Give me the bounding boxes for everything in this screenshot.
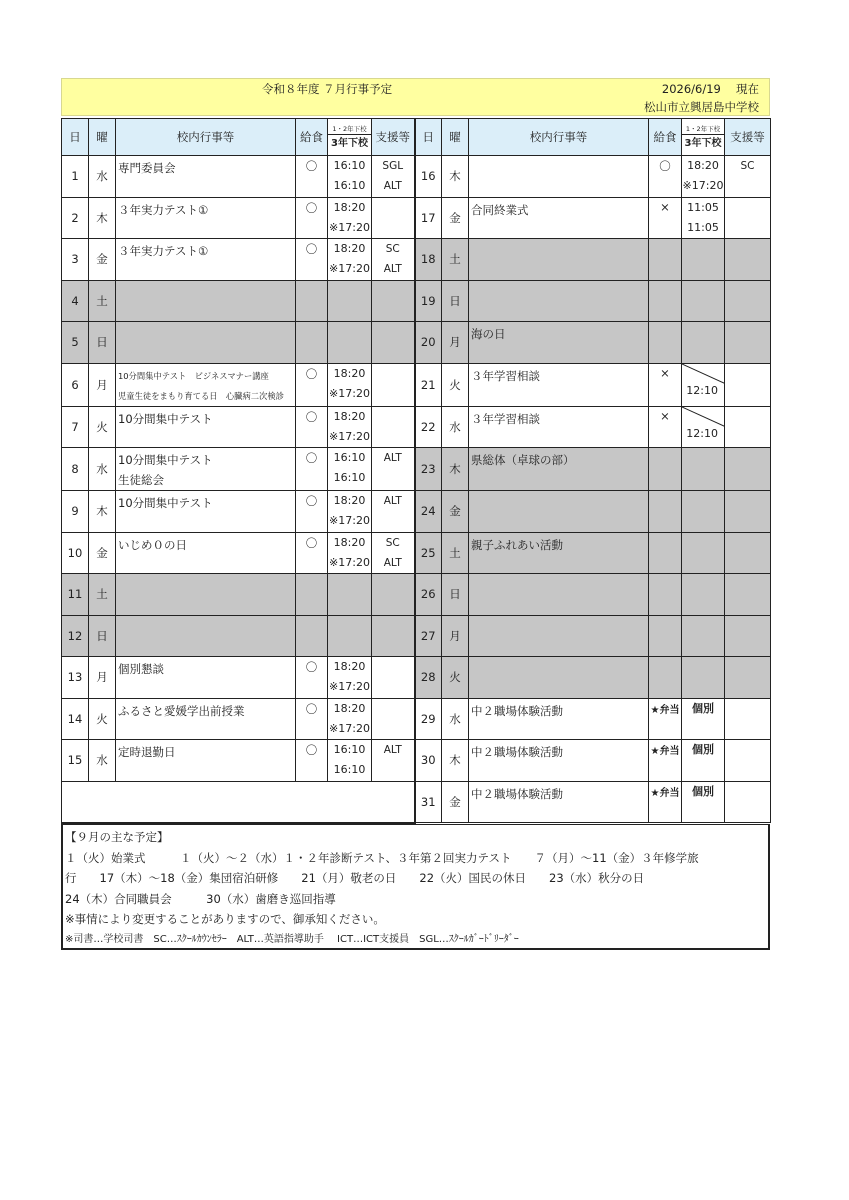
support-cell xyxy=(372,532,415,574)
event-cell xyxy=(116,406,296,448)
support-cell xyxy=(372,322,415,364)
dismiss-time-3: ※17:20 xyxy=(329,514,370,527)
schedule-table xyxy=(61,118,771,824)
event-text: 中２職場体験活動 xyxy=(471,703,563,718)
support-cell xyxy=(725,698,771,740)
table-row xyxy=(62,532,771,574)
meal-mark: 〇 xyxy=(296,156,328,198)
event-cell xyxy=(469,197,649,239)
dismiss-time xyxy=(682,406,725,448)
meal-mark: 〇 xyxy=(296,657,328,699)
dismiss-time-3: ※17:20 xyxy=(329,555,370,569)
table-row xyxy=(62,280,771,322)
meal-mark xyxy=(649,280,682,322)
support-cell xyxy=(725,156,771,198)
dismiss-time-3: 12:10 xyxy=(686,426,718,440)
weekday: 金 xyxy=(89,239,116,281)
day-number: 27 xyxy=(415,615,442,657)
day-number: 26 xyxy=(415,574,442,616)
dismiss-time xyxy=(328,698,372,740)
weekday: 金 xyxy=(442,781,469,823)
event-cell xyxy=(469,406,649,448)
meal-mark: 〇 xyxy=(296,239,328,281)
weekday: 木 xyxy=(442,156,469,198)
table-row xyxy=(62,615,771,657)
school-name: 松山市立興居島中学校 xyxy=(644,100,759,114)
meal-mark xyxy=(649,657,682,699)
event-cell xyxy=(469,363,649,406)
col-meal-right: 給食 xyxy=(649,119,682,156)
col-day-right: 日 xyxy=(415,119,442,156)
weekday: 日 xyxy=(442,574,469,616)
event-text: ふるさと愛媛学出前授業 xyxy=(118,703,245,718)
event-text: 親子ふれあい活動 xyxy=(471,537,563,552)
weekday: 金 xyxy=(442,197,469,239)
support-cell xyxy=(372,406,415,448)
support-cell xyxy=(372,363,415,406)
support-text: ALT xyxy=(383,556,402,569)
event-cell xyxy=(469,156,649,198)
dismiss-time-12: 18:20 xyxy=(333,535,366,549)
weekday: 月 xyxy=(442,615,469,657)
day-number: 8 xyxy=(62,448,89,491)
dismiss-time xyxy=(328,280,372,322)
col-dismiss: 1・2年下校 3年下校 xyxy=(328,119,372,156)
weekday: 月 xyxy=(89,657,116,699)
event-cell xyxy=(116,239,296,281)
dismiss-time-3: ※17:20 xyxy=(682,179,724,192)
dismiss-time-12: 16:10 xyxy=(333,743,366,756)
weekday: 木 xyxy=(89,197,116,239)
weekday: 土 xyxy=(442,239,469,281)
col-weekday: 曜 xyxy=(89,119,116,156)
weekday: 火 xyxy=(89,698,116,740)
support-cell xyxy=(372,491,415,533)
dismiss-time xyxy=(682,156,725,198)
dismiss-time xyxy=(682,491,725,533)
meal-mark xyxy=(296,280,328,322)
weekday: 土 xyxy=(89,574,116,616)
event-cell xyxy=(116,574,296,616)
notes-line: 行 17（木）～18（金）集団宿泊研修 21（月）敬老の日 22（火）国民の休日 23（水）秋分の日 xyxy=(65,871,645,885)
weekday: 水 xyxy=(442,698,469,740)
weekday: 金 xyxy=(442,491,469,533)
col-weekday-right: 曜 xyxy=(442,119,469,156)
event-cell xyxy=(469,574,649,616)
event-text: ３年実力テスト① xyxy=(118,244,209,258)
dismiss-time-12: 18:20 xyxy=(333,494,366,507)
dismiss-time-3: ※17:20 xyxy=(329,721,370,735)
event-cell xyxy=(116,657,296,699)
event-text: 中２職場体験活動 xyxy=(471,786,563,801)
day-number: 28 xyxy=(415,657,442,699)
dismiss-time xyxy=(328,363,372,406)
dismiss-time-3: ※17:20 xyxy=(329,220,370,234)
dismiss-time xyxy=(682,363,725,406)
event-text: 10分間集中テスト ビジネスマナー講座 xyxy=(118,370,269,381)
event-text: ３年実力テスト① xyxy=(118,202,209,217)
day-number: 3 xyxy=(62,239,89,281)
weekday: 日 xyxy=(442,280,469,322)
event-cell xyxy=(116,197,296,239)
weekday: 水 xyxy=(89,448,116,491)
dismiss-time xyxy=(682,615,725,657)
day-number: 17 xyxy=(415,197,442,239)
dismiss-time xyxy=(328,448,372,491)
event-text: 専門委員会 xyxy=(118,161,176,175)
support-text: SC xyxy=(385,536,400,549)
dismiss-time xyxy=(682,781,725,823)
support-cell xyxy=(725,448,771,491)
table-row xyxy=(62,740,771,782)
meal-mark: × xyxy=(649,197,682,239)
support-text: ALT xyxy=(383,452,402,464)
dismiss-time-3: ※17:20 xyxy=(329,680,370,693)
dismiss-time xyxy=(328,574,372,616)
meal-mark: 〇 xyxy=(296,448,328,491)
event-text: 10分間集中テスト xyxy=(118,453,213,467)
support-cell xyxy=(725,491,771,533)
support-cell xyxy=(725,363,771,406)
support-cell xyxy=(372,239,415,281)
dismiss-time xyxy=(682,280,725,322)
support-cell xyxy=(372,615,415,657)
event-cell xyxy=(116,615,296,657)
meal-mark: 〇 xyxy=(296,740,328,782)
dismiss-time xyxy=(328,239,372,281)
support-cell xyxy=(725,740,771,782)
weekday: 水 xyxy=(89,740,116,782)
col-meal: 給食 xyxy=(296,119,328,156)
dismiss-time-3: ※17:20 xyxy=(329,262,370,275)
support-text: ALT xyxy=(383,263,402,275)
event-text: 生徒総会 xyxy=(118,473,164,487)
meal-mark: × xyxy=(649,363,682,406)
table-row xyxy=(62,406,771,448)
weekday: 金 xyxy=(89,532,116,574)
day-number: 31 xyxy=(415,781,442,823)
support-cell xyxy=(725,239,771,281)
event-cell xyxy=(469,615,649,657)
dismiss-time-12: 18:20 xyxy=(333,200,366,214)
meal-mark: × xyxy=(649,406,682,448)
notes-legend: ※司書…学校司書 SC…ｽｸｰﾙｶｳﾝｾﾗｰ ALT…英語指導助手 ICT…ICT支援員 SGL…ｽｸｰﾙｶﾞｰﾄﾞﾘｰﾀﾞｰ xyxy=(65,933,519,945)
day-number: 9 xyxy=(62,491,89,533)
event-text: ３年学習相談 xyxy=(471,411,540,426)
dismiss-time xyxy=(328,322,372,364)
dismiss-time-12: 18:20 xyxy=(333,366,366,380)
dismiss-time xyxy=(328,657,372,699)
day-number: 2 xyxy=(62,197,89,239)
dismiss-time-12: 16:10 xyxy=(333,451,366,464)
day-number: 19 xyxy=(415,280,442,322)
day-number: 24 xyxy=(415,491,442,533)
event-cell xyxy=(116,280,296,322)
meal-mark xyxy=(649,239,682,281)
dismiss-time xyxy=(682,239,725,281)
dismiss-time xyxy=(328,615,372,657)
support-cell xyxy=(372,574,415,616)
meal-mark xyxy=(649,491,682,533)
event-cell xyxy=(469,698,649,740)
event-cell xyxy=(469,322,649,364)
event-text: 県総体（卓球の部） xyxy=(471,453,575,467)
support-cell xyxy=(725,322,771,364)
event-text: 定時退勤日 xyxy=(118,745,176,759)
day-number: 13 xyxy=(62,657,89,699)
dismiss-time xyxy=(682,322,725,364)
dismiss-time-12: 18:20 xyxy=(333,409,366,423)
event-cell xyxy=(469,781,649,823)
weekday: 月 xyxy=(442,322,469,364)
empty-cell xyxy=(62,781,415,823)
support-text: SC xyxy=(385,243,400,255)
dismiss-time-12: 個別 xyxy=(692,784,714,798)
dismiss-time xyxy=(682,740,725,782)
col-events: 校内行事等 xyxy=(116,119,296,156)
day-number: 22 xyxy=(415,406,442,448)
dismiss-time xyxy=(682,574,725,616)
support-cell xyxy=(372,156,415,198)
dismiss-time-12: 18:20 xyxy=(333,242,366,255)
event-text: 個別懇談 xyxy=(118,662,164,676)
dismiss-time xyxy=(328,740,372,782)
event-cell xyxy=(469,280,649,322)
table-row xyxy=(62,698,771,740)
dismiss-time xyxy=(328,406,372,448)
dismiss-time-3: ※17:20 xyxy=(329,386,370,400)
day-number: 20 xyxy=(415,322,442,364)
page-title: 令和８年度 ７月行事予定 xyxy=(262,82,393,96)
weekday: 水 xyxy=(89,156,116,198)
meal-mark xyxy=(296,615,328,657)
meal-mark xyxy=(649,615,682,657)
day-number: 14 xyxy=(62,698,89,740)
event-cell xyxy=(469,239,649,281)
event-cell xyxy=(116,698,296,740)
dismiss-time-12: 個別 xyxy=(692,743,714,756)
weekday: 火 xyxy=(442,363,469,406)
support-cell xyxy=(725,781,771,823)
support-cell xyxy=(372,698,415,740)
support-cell xyxy=(725,197,771,239)
dismiss-time xyxy=(682,657,725,699)
dismiss-time-3: 16:10 xyxy=(333,471,366,484)
header-band xyxy=(61,78,770,116)
day-number: 29 xyxy=(415,698,442,740)
event-cell xyxy=(469,448,649,491)
event-cell xyxy=(116,448,296,491)
weekday: 水 xyxy=(442,406,469,448)
table-row xyxy=(62,657,771,699)
dismiss-time-3: 12:10 xyxy=(686,383,718,397)
meal-mark: ★弁当 xyxy=(649,781,682,823)
event-cell xyxy=(469,532,649,574)
support-cell xyxy=(725,532,771,574)
col-support: 支援等 xyxy=(372,119,415,156)
day-number: 18 xyxy=(415,239,442,281)
notes-line: 24（木）合同職員会 30（水）歯磨き巡回指導 xyxy=(65,891,336,906)
meal-mark xyxy=(649,322,682,364)
dismiss-time xyxy=(328,156,372,198)
meal-mark: 〇 xyxy=(296,197,328,239)
meal-mark xyxy=(649,532,682,574)
meal-mark: ★弁当 xyxy=(649,698,682,740)
table-row xyxy=(62,491,771,533)
day-number: 7 xyxy=(62,406,89,448)
event-cell xyxy=(469,740,649,782)
support-text: ALT xyxy=(383,180,402,192)
event-cell xyxy=(116,491,296,533)
support-text: ALT xyxy=(383,495,402,507)
weekday: 木 xyxy=(89,491,116,533)
notes-line: １（火）始業式 １（火）～２（水）１・２年診断テスト、３年第２回実力テスト ７（月）～11（金）３年修学旅 xyxy=(65,850,699,865)
support-cell xyxy=(725,574,771,616)
dismiss-time-12: 18:20 xyxy=(687,159,719,172)
dismiss-time xyxy=(328,491,372,533)
meal-mark xyxy=(649,574,682,616)
event-cell xyxy=(116,322,296,364)
weekday: 日 xyxy=(89,322,116,364)
day-number: 4 xyxy=(62,280,89,322)
table-row xyxy=(62,574,771,616)
dismiss-time-3: 16:10 xyxy=(333,179,366,192)
event-text: 中２職場体験活動 xyxy=(471,745,563,759)
dismiss-time xyxy=(328,197,372,239)
col-day: 日 xyxy=(62,119,89,156)
dismiss-time xyxy=(682,448,725,491)
event-cell xyxy=(116,532,296,574)
meal-mark xyxy=(296,574,328,616)
notes-section xyxy=(61,824,770,950)
meal-mark: 〇 xyxy=(296,532,328,574)
weekday: 日 xyxy=(89,615,116,657)
dismiss-time-12: 16:10 xyxy=(333,159,366,172)
meal-mark xyxy=(296,322,328,364)
table-row xyxy=(62,448,771,491)
dismiss-time xyxy=(328,532,372,574)
notes-heading: 【９月の主な予定】 xyxy=(65,830,169,844)
dismiss-time-3: 11:05 xyxy=(687,220,719,234)
dismiss-time-3: 16:10 xyxy=(333,763,366,776)
event-cell xyxy=(116,363,296,406)
meal-mark: 〇 xyxy=(649,156,682,198)
weekday: 火 xyxy=(442,657,469,699)
dismiss-time xyxy=(682,197,725,239)
support-text: ALT xyxy=(383,744,402,756)
table-row xyxy=(62,197,771,239)
weekday: 火 xyxy=(89,406,116,448)
event-cell xyxy=(116,740,296,782)
support-cell xyxy=(372,197,415,239)
support-cell xyxy=(372,448,415,491)
event-cell xyxy=(116,156,296,198)
event-text: ３年学習相談 xyxy=(471,368,540,383)
table-row xyxy=(62,239,771,281)
meal-mark: 〇 xyxy=(296,491,328,533)
col-events-right: 校内行事等 xyxy=(469,119,649,156)
day-number: 10 xyxy=(62,532,89,574)
dismiss-time-3: ※17:20 xyxy=(329,429,370,443)
day-number: 1 xyxy=(62,156,89,198)
dismiss-time xyxy=(682,532,725,574)
day-number: 30 xyxy=(415,740,442,782)
meal-mark xyxy=(649,448,682,491)
weekday: 木 xyxy=(442,448,469,491)
support-cell xyxy=(725,657,771,699)
day-number: 12 xyxy=(62,615,89,657)
col-dismiss-right: 1・2年下校 3年下校 xyxy=(682,119,725,156)
table-row xyxy=(62,322,771,364)
support-text: SC xyxy=(740,160,755,172)
day-number: 21 xyxy=(415,363,442,406)
col-support-right: 支援等 xyxy=(725,119,771,156)
table-row xyxy=(62,781,771,823)
support-text: SGL xyxy=(382,160,404,172)
day-number: 23 xyxy=(415,448,442,491)
meal-mark: ★弁当 xyxy=(649,740,682,782)
day-number: 25 xyxy=(415,532,442,574)
meal-mark: 〇 xyxy=(296,363,328,406)
weekday: 土 xyxy=(89,280,116,322)
support-cell xyxy=(372,657,415,699)
event-text: 児童生徒をまもり育てる日 心臓病二次検診 xyxy=(118,390,284,401)
event-text: 合同終業式 xyxy=(471,202,529,217)
event-cell xyxy=(469,491,649,533)
support-cell xyxy=(725,280,771,322)
day-number: 16 xyxy=(415,156,442,198)
meal-mark: 〇 xyxy=(296,406,328,448)
as-of-date: 2026/6/19 現在 xyxy=(661,82,759,96)
event-text: 海の日 xyxy=(471,327,506,341)
day-number: 15 xyxy=(62,740,89,782)
support-cell xyxy=(372,740,415,782)
dismiss-time-12: 個別 xyxy=(692,701,714,715)
event-cell xyxy=(469,657,649,699)
dismiss-time-12: 11:05 xyxy=(687,200,719,214)
event-text: 10分間集中テスト xyxy=(118,496,213,510)
table-row xyxy=(62,363,771,406)
dismiss-time xyxy=(682,698,725,740)
event-text: いじめ０の日 xyxy=(118,537,187,552)
notes-line: ※事情により変更することがありますので、御承知ください。 xyxy=(65,912,385,926)
support-cell xyxy=(372,280,415,322)
day-number: 6 xyxy=(62,363,89,406)
support-cell xyxy=(725,406,771,448)
support-cell xyxy=(725,615,771,657)
dismiss-time-12: 18:20 xyxy=(333,701,366,715)
weekday: 月 xyxy=(89,363,116,406)
table-row xyxy=(62,156,771,198)
dismiss-time-12: 18:20 xyxy=(333,660,366,673)
day-number: 5 xyxy=(62,322,89,364)
meal-mark: 〇 xyxy=(296,698,328,740)
day-number: 11 xyxy=(62,574,89,616)
weekday: 土 xyxy=(442,532,469,574)
weekday: 木 xyxy=(442,740,469,782)
event-text: 10分間集中テスト xyxy=(118,411,213,426)
